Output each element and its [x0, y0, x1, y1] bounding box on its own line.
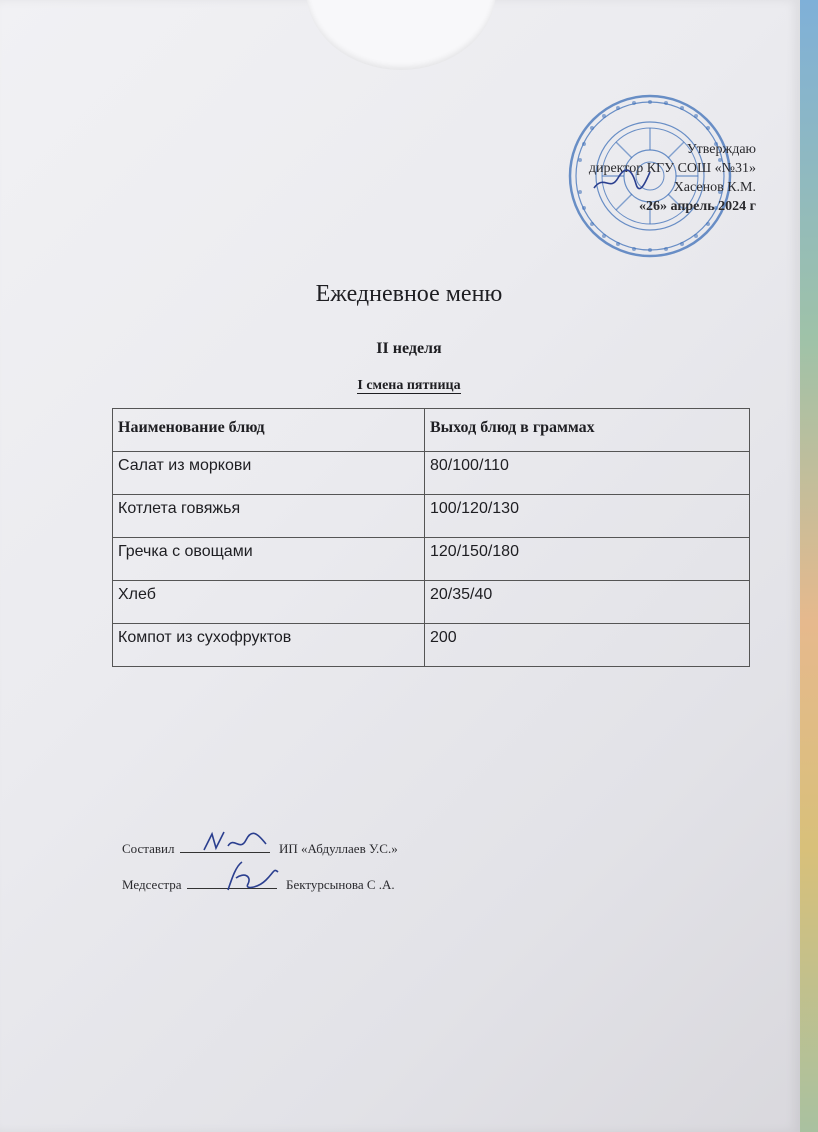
dish-weight: 80/100/110: [425, 452, 750, 495]
table-header-row: [113, 409, 750, 452]
dish-weight: 20/35/40: [425, 581, 750, 624]
dish-name: Компот из сухофруктов: [113, 624, 425, 667]
table-row: [113, 581, 750, 624]
nurse-name: Бектурсынова С .А.: [286, 877, 395, 892]
week-label: II неделя: [376, 340, 442, 357]
sleeve-notch: [306, 0, 496, 70]
table-row: [113, 495, 750, 538]
composed-label: Составил: [122, 841, 175, 856]
dish-weight: 100/120/130: [425, 495, 750, 538]
table-row: [113, 624, 750, 667]
menu-table: [112, 408, 750, 667]
header-dish-name: Наименование блюд: [113, 409, 425, 452]
dish-name: Хлеб: [113, 581, 425, 624]
nurse-label: Медсестра: [122, 877, 182, 892]
approval-line-3: Хасенов К.М.: [673, 180, 756, 195]
dish-name: Гречка с овощами: [113, 538, 425, 581]
signature-icon: [200, 826, 270, 856]
table-row: [113, 538, 750, 581]
composed-name: ИП «Абдуллаев У.С.»: [278, 841, 398, 856]
header-portion-weight: Выход блюд в граммах: [425, 409, 750, 452]
signature-icon: [592, 166, 652, 194]
signature-icon: [222, 858, 282, 894]
dish-name: Салат из моркови: [113, 452, 425, 495]
approval-line-1: Утверждаю: [686, 142, 756, 157]
dish-weight: 120/150/180: [425, 538, 750, 581]
page-title: Ежедневное меню: [315, 281, 503, 307]
shift-label: [0, 378, 818, 394]
table-row: [113, 452, 750, 495]
approval-line-2: директор КГУ СОШ «№31»: [588, 161, 756, 176]
approval-date: «26» апрель 2024 г: [639, 199, 756, 214]
shift-text: I смена пятница: [357, 378, 461, 393]
dish-name: Котлета говяжья: [113, 495, 425, 538]
dish-weight: 200: [425, 624, 750, 667]
